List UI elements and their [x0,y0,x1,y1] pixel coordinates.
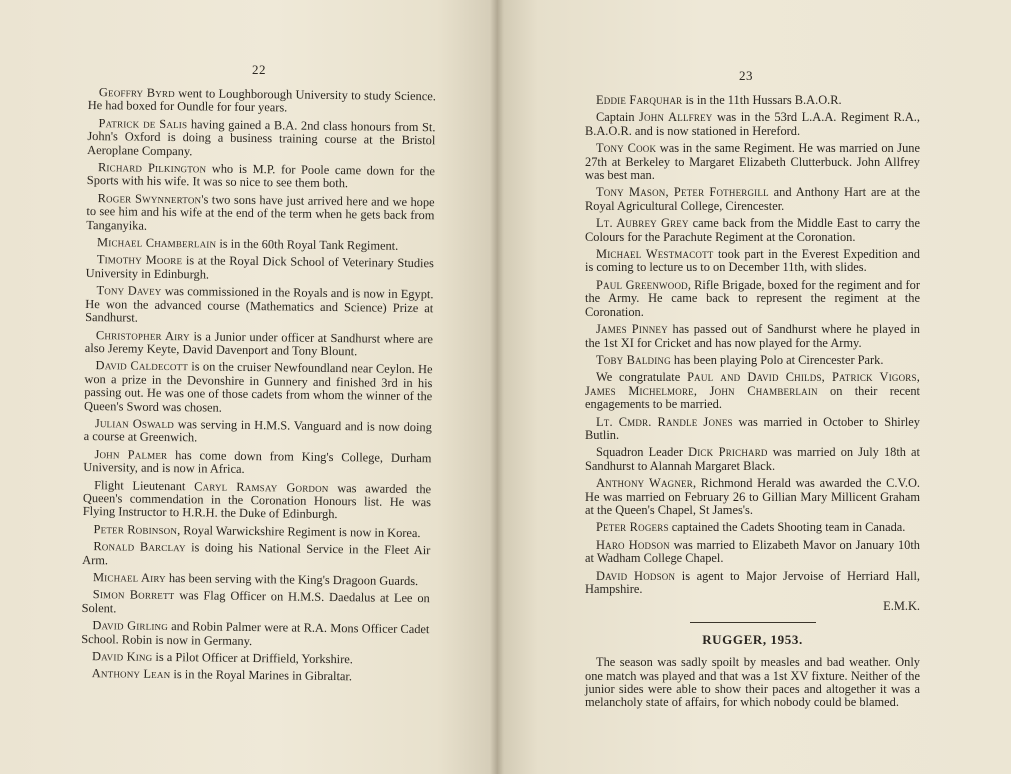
news-paragraph [585,521,920,534]
paragraph-text: has passed out of Sandhurst where he played in the 1st XI for Cricket and has now played for the Army. [585,322,920,350]
paragraph-text: is a Junior under officer at Sandhurst where are also Jeremy Keyte, David Davenport and Tony Blount. [84,328,434,359]
paragraph-text: took part in the Everest Expedition and is coming to lecture us to on December 11th, with slides. [585,247,920,275]
paragraph-text: has been serving with the King's Dragoon Guards. [165,570,419,589]
paragraph-text: has come down from King's College, Durham University, and is now in Africa. [83,447,432,477]
paragraph-text: was Flag Officer on H.M.S. Daedalus at Lee on Solent. [81,588,430,616]
person-name: James Pinney [596,322,668,337]
person-name: Anthony Wagner [596,476,693,491]
paragraph-text: was serving in H.M.S. Vanguard and is now doing a course at Greenwich. [83,417,432,445]
paragraph-text: on their recent engagements to be married. [585,383,920,412]
paragraph-text: was in the 53rd L.A.A. Regiment R.A., B.A.O.R. and is now stationed in Hereford. [585,110,920,138]
paragraph-text: and Anthony Hart are at the Royal Agricultural College, Cirencester. [585,185,920,213]
paragraph-prefix: Captain [596,110,640,125]
page-number: 22 [252,62,266,77]
paragraph-text: , Royal Warwickshire Regiment is now in Korea. [177,522,421,540]
paragraph-text: was married to Elizabeth Mavor on January 10th at Wadham College Chapel. [585,537,920,566]
book-gutter [490,0,504,774]
news-paragraph [585,371,920,411]
news-paragraph [585,248,920,275]
paragraph-text: has been playing Polo at Cirencester Park. [670,352,884,367]
section-divider [690,622,816,623]
news-paragraph [83,479,431,523]
news-paragraph [87,161,435,192]
person-name: David Girling [92,618,169,634]
person-name: Michael Chamberlain [97,235,217,251]
signature: E.M.K. [883,599,920,614]
news-paragraph [88,86,436,117]
news-paragraph [82,571,430,589]
news-paragraph [82,540,430,571]
paragraph-text: is at the Royal Dick School of Veterinary Studies University in Edinburgh. [85,253,434,282]
news-paragraph [585,323,920,350]
news-paragraph [585,142,920,182]
person-name: Roger Swynnerton [97,190,202,207]
person-name: Ronald Barclay [93,539,186,555]
news-paragraph [585,111,920,138]
person-name: Timothy Moore [96,252,183,268]
paragraph-text: went to Loughborough University to study Science. He had boxed for Oundle for four years. [87,86,436,115]
news-paragraph [81,667,429,685]
person-name: Michael Airy [92,570,166,585]
news-paragraph [585,477,920,517]
person-name: Tony Davey [96,283,162,299]
paragraph-text: is a Pilot Officer at Driffield, Yorkshire. [152,649,353,667]
person-name: Paul and David Childs, Patrick Vigors, James Michelmore, John Chamberlain [585,370,920,398]
section-heading: RUGGER, 1953. [702,631,803,647]
rugger-paragraph: The season was sadly spoilt by measles and bad weather. Only one match was played and that was a 1st XV fixture. Neither of the junior sides were able to show their paces and altogether it was a melancholy state of affairs, for which nobody could be blamed. [585,655,920,710]
paragraph-text: came back from the Middle East to carry the Colours for the Parachute Regiment at the Coronation. [585,216,920,244]
person-name: Dick Prichard [688,445,768,460]
person-name: Simon Borrett [92,587,175,603]
person-name: David King [91,649,153,664]
paragraph-text: was in the same Regiment. He was married on June 27th at Berkeley to Margaret Elizabeth Clutterbuck. John Allfrey was best man. [585,141,920,183]
news-paragraph [585,94,920,107]
news-paragraph [585,279,920,319]
news-paragraph [83,523,431,541]
paragraph-prefix: We congratulate [596,370,688,385]
paragraph-text: who is M.P. for Poole came down for the Sports with his wife. It was so nice to see them both. [86,161,436,191]
news-paragraph [86,192,434,236]
person-name: David Hodson [596,568,676,583]
paragraph-text: , Richmond Herald was awarded the C.V.O. He was married on February 26 to Gillian Mary Millicent Graham at the Queen's Chapel, St James's. [585,476,921,517]
news-paragraphs [585,94,920,596]
page-number: 23 [739,68,753,83]
paragraph-text: having gained a B.A. 2nd class honours from St. John's Oxford is doing a business training course at the Bristol Aeroplane Company. [87,117,436,158]
person-name: Tony Cook [596,141,657,156]
news-paragraph [585,539,920,566]
news-paragraph [87,117,435,161]
paragraph-text: is in the 60th Royal Tank Regiment. [216,236,399,253]
person-name: Peter Robinson [93,521,178,537]
news-paragraph [585,186,920,213]
news-paragraph [585,570,920,597]
person-name: Lt. Aubrey Grey [596,216,689,231]
news-paragraph [83,448,431,479]
news-paragraph [81,619,429,650]
left-page [0,0,497,774]
right-page [497,0,1011,774]
paragraph-text: is agent to Major Jervoise of Herriard Hall, Hampshire. [585,568,920,596]
news-paragraph [86,253,434,284]
left-text-column [81,86,436,689]
paragraph-text: was commissioned in the Royals and is now in Egypt. He won the advanced course (Mathematics and Science) Prize at Sandhurst. [85,284,434,325]
news-paragraph [585,416,920,443]
paragraph-text: is doing his National Service in the Fleet Air Arm. [82,540,431,567]
person-name: Toby Balding [596,352,671,367]
person-name: David Caldecott [95,358,189,374]
person-name: Paul Greenwood [596,277,688,292]
news-paragraph [585,217,920,244]
paragraph-text: was awarded the Queen's commendation in the Coronation Honours list. He was Flying Instructor to H.R.H. the Duke of Edinburgh. [82,480,432,522]
news-paragraph [585,446,920,473]
person-name: John Palmer [94,446,168,462]
news-paragraph [585,354,920,367]
person-name: Christopher Airy [95,327,190,343]
person-name: Peter Rogers [596,520,669,535]
news-paragraph [84,417,432,448]
right-text-column [585,94,920,710]
person-name: Tony Mason, Peter Fothergill [596,185,769,200]
paragraph-text: was married on July 18th at Sandhurst to Alannah Margaret Black. [585,445,921,473]
paragraph-text: , Rifle Brigade, boxed for the regiment and for the Army. He came back to represent the regiment at the Coronation. [585,277,920,319]
paragraph-text: is in the 11th Hussars B.A.O.R. [682,93,842,107]
person-name: Patrick de Salis [98,115,188,132]
person-name: Anthony Lean [91,666,171,682]
news-paragraph [82,588,430,619]
news-paragraph [85,328,433,359]
person-name: Michael Westmacott [596,247,714,262]
person-name: John Allfrey [639,110,713,125]
paragraph-text: was married in October to Shirley Butlin. [585,414,920,442]
paragraph-text: 's two sons have just arrived here and we hope to see him and his wife at the end of the term when he gets back from Tanganyika. [86,192,435,233]
paragraph-text: captained the Cadets Shooting team in Canada. [668,520,906,535]
news-paragraph [84,359,433,417]
person-name: Eddie Farquhar [596,93,683,107]
paragraph-prefix: Flight Lieutenant [94,477,195,493]
person-name: Julian Oswald [94,416,175,432]
person-name: Haro Hodson [596,537,670,552]
news-paragraph [86,236,434,254]
person-name: Geoffry Byrd [98,85,175,101]
person-name: Lt. Cmdr. Randle Jones [596,414,733,429]
paragraph-prefix: Squadron Leader [596,445,689,460]
paragraph-text: and Robin Palmer were at R.A. Mons Officer Cadet School. Robin is now in Germany. [81,619,430,648]
paragraph-text: is on the cruiser Newfoundland near Ceylon. He won a prize in the Devonshire in Gunnery and finished 3rd in his passing out. He was one of those cadets from whom the winner of the Queen's Sword was chosen. [84,359,433,415]
news-paragraph [81,650,429,668]
paragraph-text: is in the Royal Marines in Gibraltar. [170,667,353,684]
news-paragraph [85,284,433,328]
person-name: Caryl Ramsay Gordon [194,478,329,495]
person-name: Richard Pilkington [97,160,207,176]
